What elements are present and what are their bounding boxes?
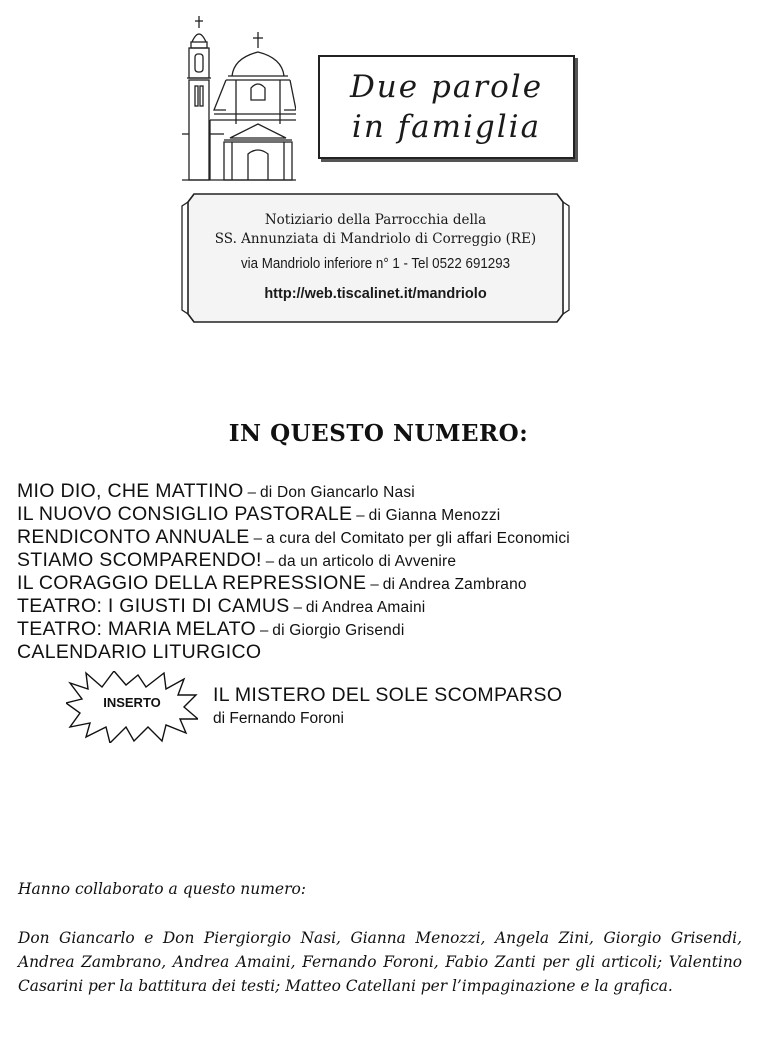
contents-item-title: TEATRO: MARIA MELATO (17, 618, 256, 640)
parish-newsletter-line: Notiziario della Parrocchia della (264, 212, 487, 228)
parish-website-link[interactable]: http://web.tiscalinet.it/mandriolo (264, 286, 487, 302)
contents-item-author: di Don Giancarlo Nasi (259, 484, 415, 501)
contents-item-author: di Giorgio Grisendi (272, 622, 405, 639)
credits-body: Don Giancarlo e Don Piergiorgio Nasi, Gianna Menozzi, Angela Zini, Giorgio Grisendi, Andrea Zambrano, Andrea Amaini, Fernando Foroni, Fabio Zanti per gli articoli; Valentino Casarini per la battitura dei testi; Matteo Catellani per l’impaginazione e la grafica. (18, 929, 742, 995)
contents-item-separator: – (265, 553, 275, 570)
contents-item (17, 641, 752, 664)
contents-item (17, 480, 752, 503)
credits-heading: Hanno collaborato a questo numero: (18, 880, 307, 898)
masthead-title-line1: Due parole (349, 69, 544, 105)
contents-item-separator: – (259, 622, 269, 639)
contents-item (17, 572, 752, 595)
masthead-title-line2: in famiglia (351, 109, 542, 145)
contents-item-separator: – (247, 484, 256, 501)
contents-item-author: di Gianna Menozzi (368, 507, 501, 524)
contents-item-separator: – (253, 530, 262, 547)
contents-item-separator: – (370, 576, 379, 593)
contents-item-title: IL NUOVO CONSIGLIO PASTORALE (17, 503, 353, 525)
contents-item-title: STIAMO SCOMPARENDO! (17, 549, 262, 571)
contents-item-author: di Andrea Amaini (305, 599, 426, 616)
insert-badge-label: INSERTO (103, 695, 161, 710)
contents-item-title: CALENDARIO LITURGICO (17, 641, 262, 663)
church-illustration (180, 14, 296, 182)
masthead-title-box (318, 55, 575, 159)
parish-info-plate (180, 192, 571, 324)
insert-author: di Fernando Foroni (213, 710, 344, 727)
contents-item-title: IL CORAGGIO DELLA REPRESSIONE (17, 572, 367, 594)
contents-item-title: MIO DIO, CHE MATTINO (17, 480, 244, 502)
contents-item-author: a cura del Comitato per gli affari Economici (265, 530, 570, 547)
contents-item-title: TEATRO: I GIUSTI DI CAMUS (17, 595, 290, 617)
parish-address-line: via Mandriolo inferiore n° 1 - Tel 0522 691293 (240, 256, 511, 272)
contents-item-author: di Andrea Zambrano (382, 576, 527, 593)
contents-heading: IN QUESTO NUMERO: (228, 420, 529, 447)
contents-item (17, 618, 752, 641)
contents-item-separator: – (293, 599, 302, 616)
contents-list (17, 480, 752, 664)
contents-item-title: RENDICONTO ANNUALE (17, 526, 250, 548)
contents-item-author: da un articolo di Avvenire (278, 553, 457, 570)
parish-name-line: SS. Annunziata di Mandriolo di Correggio (RE) (214, 231, 537, 247)
contents-item (17, 503, 752, 526)
contents-item-separator: – (356, 507, 365, 524)
contents-item (17, 526, 752, 549)
contents-item (17, 595, 752, 618)
insert-title: IL MISTERO DEL SOLE SCOMPARSO (213, 684, 563, 706)
contents-item (17, 549, 752, 572)
